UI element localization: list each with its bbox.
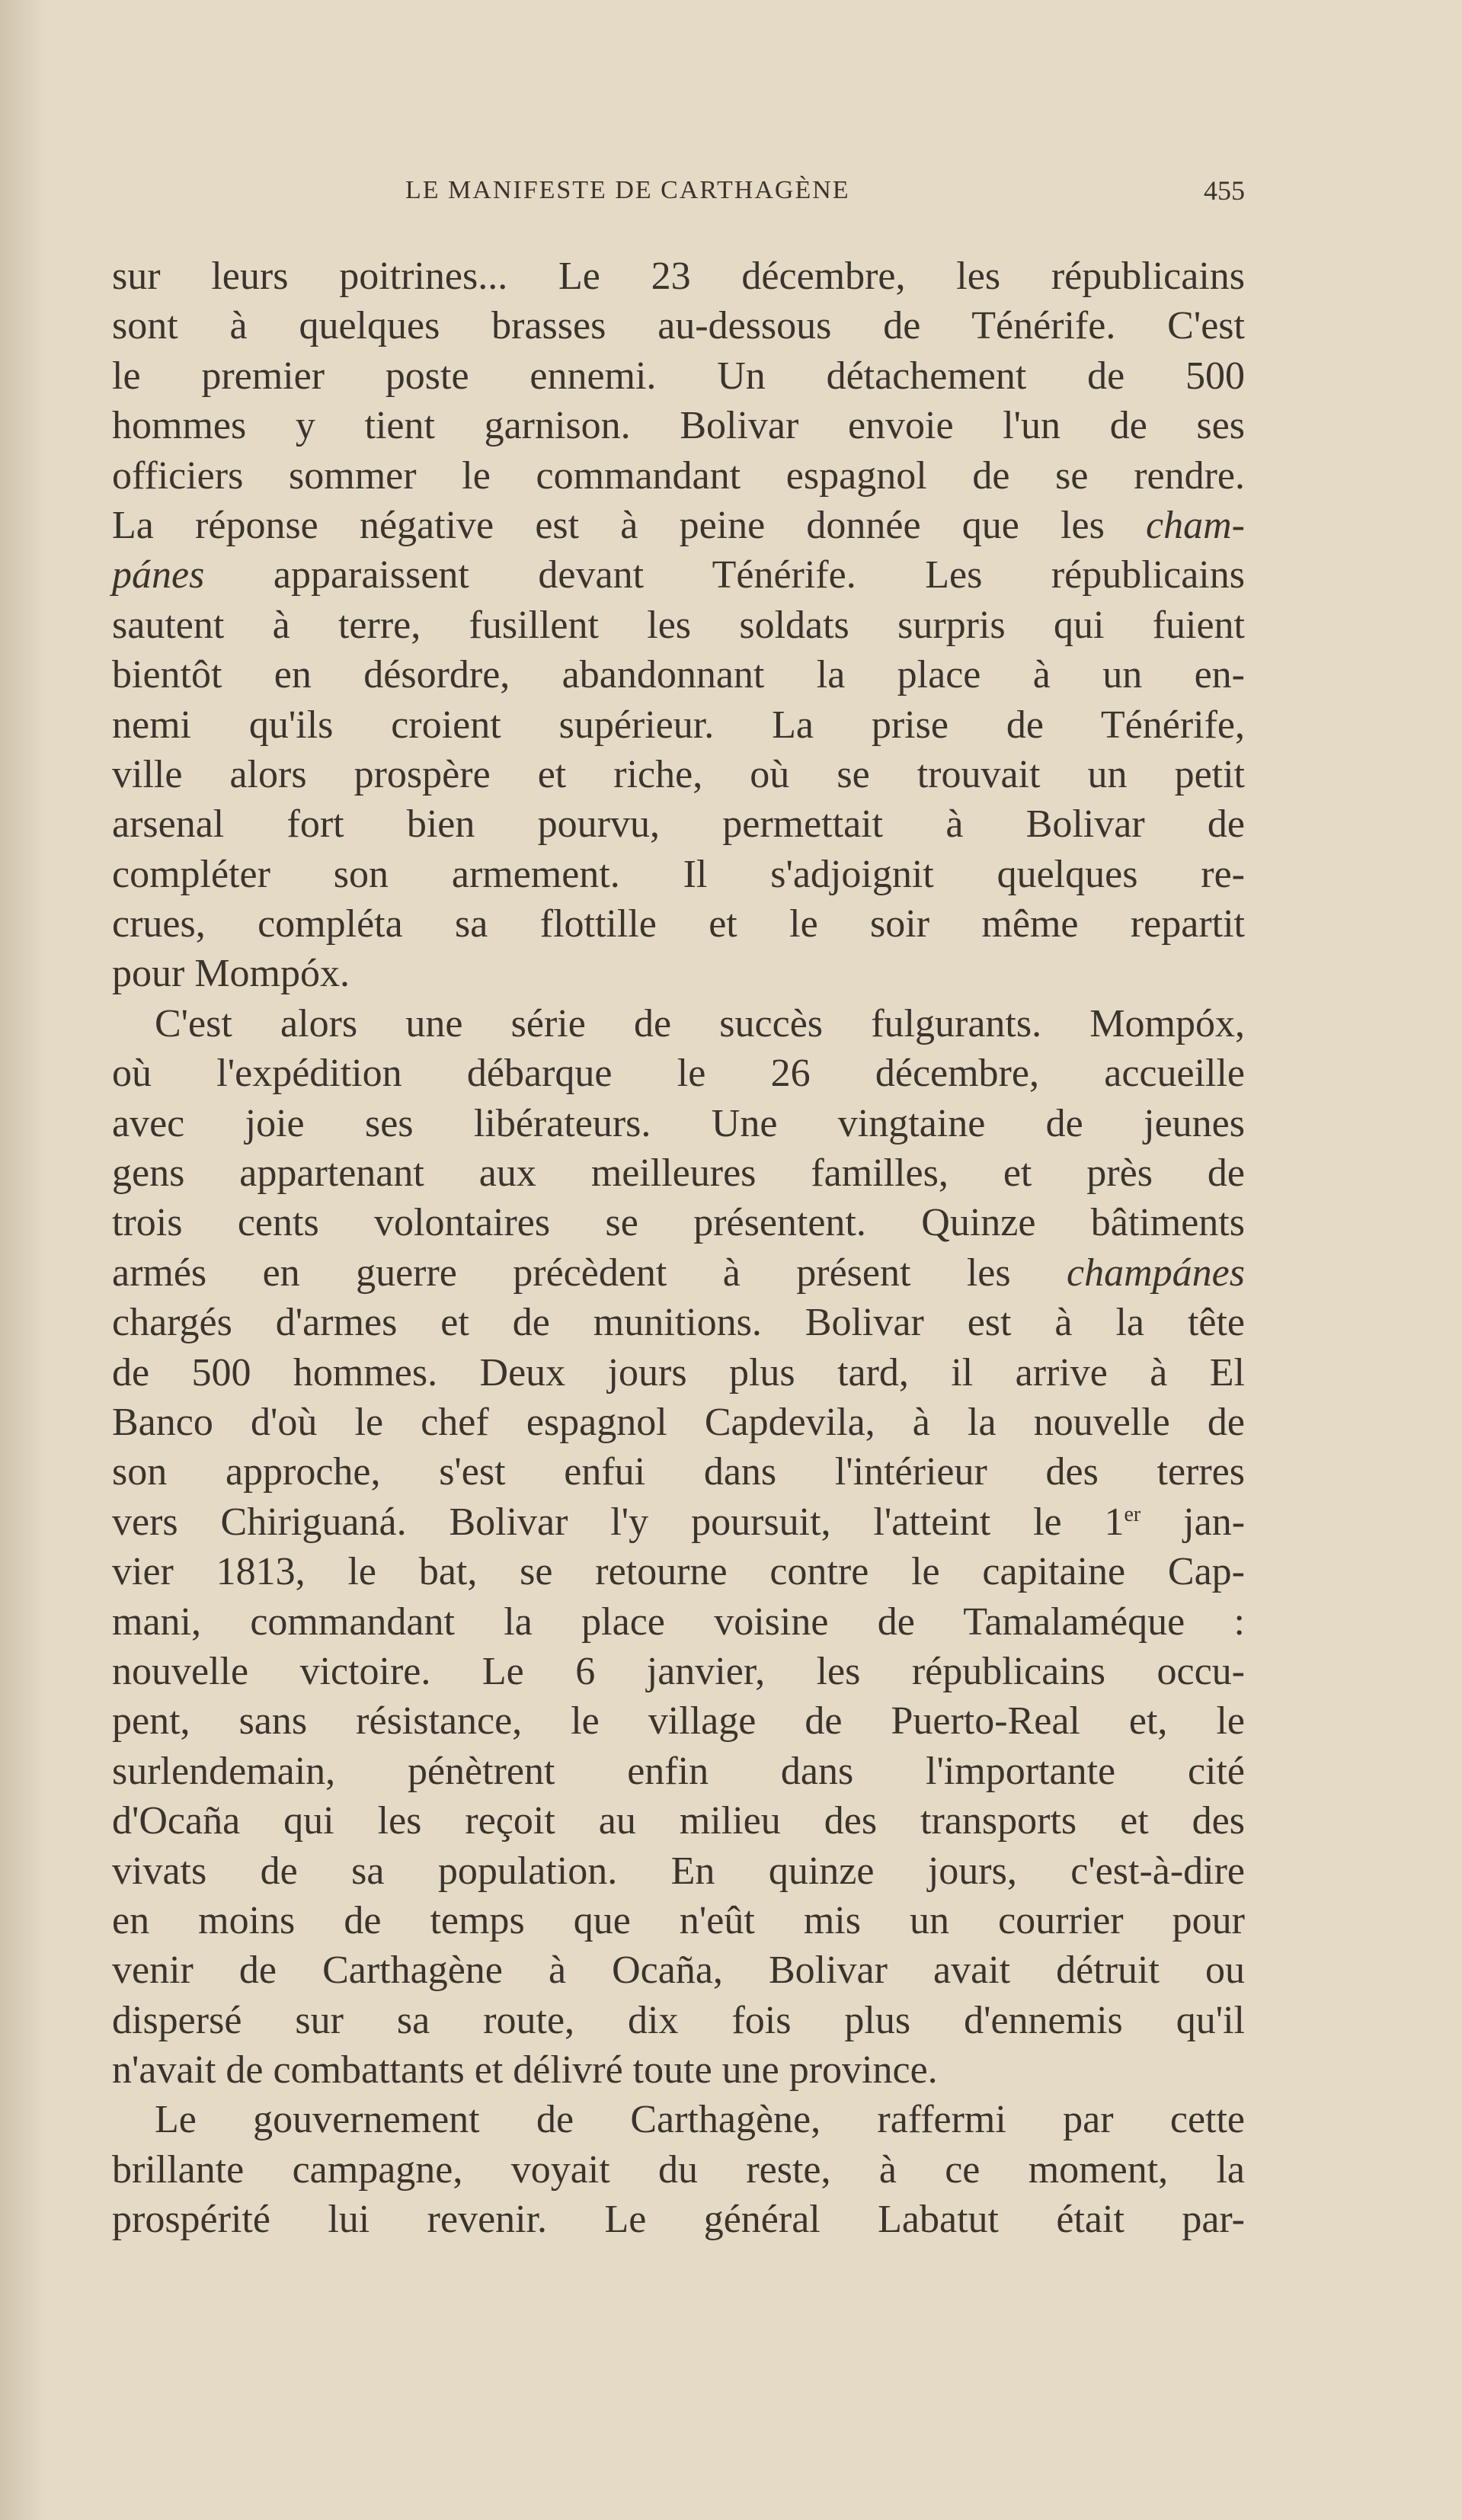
text-segment: vier 1813, le bat, se retourne contre le capitaine Cap- (112, 1550, 1245, 1594)
text-segment: pour Mompóx. (112, 952, 350, 996)
text-segment: de 500 hommes. Deux jours plus tard, il arrive à El (112, 1350, 1245, 1394)
text-segment: armés en guerre précèdent à présent les (112, 1250, 1067, 1295)
text-line (112, 1497, 1245, 1547)
text-line (112, 949, 1245, 998)
text-line (112, 1348, 1245, 1398)
text-line (112, 1796, 1245, 1846)
text-segment: apparaissent devant Ténérife. Les républicains (204, 553, 1245, 597)
text-line (112, 1547, 1245, 1596)
text-line (112, 2095, 1245, 2144)
text-line (112, 1049, 1245, 1098)
text-segment: nouvelle victoire. Le 6 janvier, les républicains occu- (112, 1649, 1245, 1693)
superscript: er (1124, 1502, 1141, 1526)
text-line (112, 550, 1245, 600)
text-line (112, 351, 1245, 401)
text-line (112, 1248, 1245, 1298)
text-segment: surlendemain, pénètrent enfin dans l'importante cité (112, 1749, 1245, 1793)
text-line (112, 1298, 1245, 1347)
running-header (112, 171, 1245, 210)
text-segment: hommes y tient garnison. Bolivar envoie l'un de ses (112, 404, 1245, 448)
text-segment: prospérité lui revenir. Le général Labatut était par- (112, 2198, 1245, 2242)
text-line (112, 650, 1245, 700)
text-segment: sautent à terre, fusillent les soldats surpris qui fuient (112, 603, 1245, 647)
text-line (112, 1597, 1245, 1647)
text-segment: avec joie ses libérateurs. Une vingtaine de jeunes (112, 1101, 1245, 1145)
text-line (112, 1996, 1245, 2045)
italic-text: pánes (112, 553, 205, 597)
text-line (112, 1198, 1245, 1247)
text-line (112, 2145, 1245, 2195)
italic-text: champánes (1067, 1250, 1245, 1295)
text-line (112, 1747, 1245, 1796)
text-segment: arsenal fort bien pourvu, permettait à Bolivar de (112, 802, 1245, 847)
text-segment: trois cents volontaires se présentent. Quinze bâtiments (112, 1201, 1245, 1245)
text-segment: venir de Carthagène à Ocaña, Bolivar avait détruit ou (112, 1948, 1245, 1993)
text-line (112, 1447, 1245, 1497)
text-segment: C'est alors une série de succès fulgurants. Mompóx, (155, 1001, 1245, 1045)
text-segment: le premier poste ennemi. Un détachement de 500 (112, 354, 1245, 398)
text-line (112, 1148, 1245, 1198)
text-segment: bientôt en désordre, abandonnant la place à un en- (112, 653, 1245, 697)
text-line (112, 1696, 1245, 1746)
text-line (112, 2045, 1245, 2095)
running-title: LE MANIFESTE DE CARTHAGÈNE (405, 176, 850, 204)
text-line (112, 1398, 1245, 1447)
text-segment: son approche, s'est enfui dans l'intérieur des terres (112, 1450, 1245, 1494)
text-segment: mani, commandant la place voisine de Tamalaméque : (112, 1599, 1245, 1644)
text-segment: d'Ocaña qui les reçoit au milieu des transports et des (112, 1799, 1245, 1843)
text-segment: Le gouvernement de Carthagène, raffermi par cette (155, 2098, 1245, 2142)
text-segment: compléter son armement. Il s'adjoignit quelques re- (112, 852, 1245, 896)
text-line (112, 1099, 1245, 1148)
text-segment: sur leurs poitrines... Le 23 décembre, les républicains (112, 255, 1245, 298)
text-line (112, 1846, 1245, 1896)
text-segment: chargés d'armes et de munitions. Bolivar est à la tête (112, 1301, 1245, 1345)
text-line (112, 600, 1245, 650)
text-line (112, 1896, 1245, 1945)
text-line (112, 999, 1245, 1049)
text-segment: officiers sommer le commandant espagnol de se rendre. (112, 453, 1245, 498)
page-edge-shadow (0, 0, 46, 2520)
text-line (112, 301, 1245, 351)
text-line (112, 899, 1245, 949)
text-segment: La réponse négative est à peine donnée que les (112, 503, 1147, 547)
text-line (112, 251, 1245, 301)
text-segment: crues, compléta sa flottille et le soir même repartit (112, 902, 1245, 946)
text-line (112, 799, 1245, 849)
italic-text: cham- (1146, 503, 1245, 547)
text-segment: vivats de sa population. En quinze jours, c'est-à-dire (112, 1849, 1245, 1893)
text-segment: Banco d'où le chef espagnol Capdevila, à la nouvelle de (112, 1400, 1245, 1444)
text-segment: brillante campagne, voyait du reste, à ce moment, la (112, 2147, 1245, 2192)
text-segment: sont à quelques brasses au-dessous de Ténérife. C'est (112, 304, 1245, 348)
text-segment: gens appartenant aux meilleures familles, et près de (112, 1151, 1245, 1196)
text-segment: pent, sans résistance, le village de Puerto-Real et, le (112, 1699, 1245, 1744)
text-segment: dispersé sur sa route, dix fois plus d'ennemis qu'il (112, 1998, 1245, 2042)
text-segment: où l'expédition débarque le 26 décembre, accueille (112, 1052, 1245, 1096)
text-line (112, 700, 1245, 750)
text-segment: ville alors prospère et riche, où se trouvait un petit (112, 752, 1245, 796)
text-line (112, 451, 1245, 501)
text-segment: jan- (1140, 1500, 1246, 1544)
text-segment: en moins de temps que n'eût mis un courrier pour (112, 1898, 1245, 1942)
body-text (112, 251, 1245, 2245)
text-line (112, 1945, 1245, 1995)
text-line (112, 501, 1245, 550)
text-segment: n'avait de combattants et délivré toute une province. (112, 2048, 938, 2093)
text-line (112, 1647, 1245, 1696)
text-segment: nemi qu'ils croient supérieur. La prise de Ténérife, (112, 703, 1245, 747)
text-line (112, 850, 1245, 899)
text-segment: vers Chiriguaná. Bolivar l'y poursuit, l'atteint le 1 (112, 1500, 1124, 1544)
page-number: 455 (1204, 175, 1245, 206)
text-line (112, 401, 1245, 450)
text-line (112, 750, 1245, 799)
text-line (112, 2195, 1245, 2244)
